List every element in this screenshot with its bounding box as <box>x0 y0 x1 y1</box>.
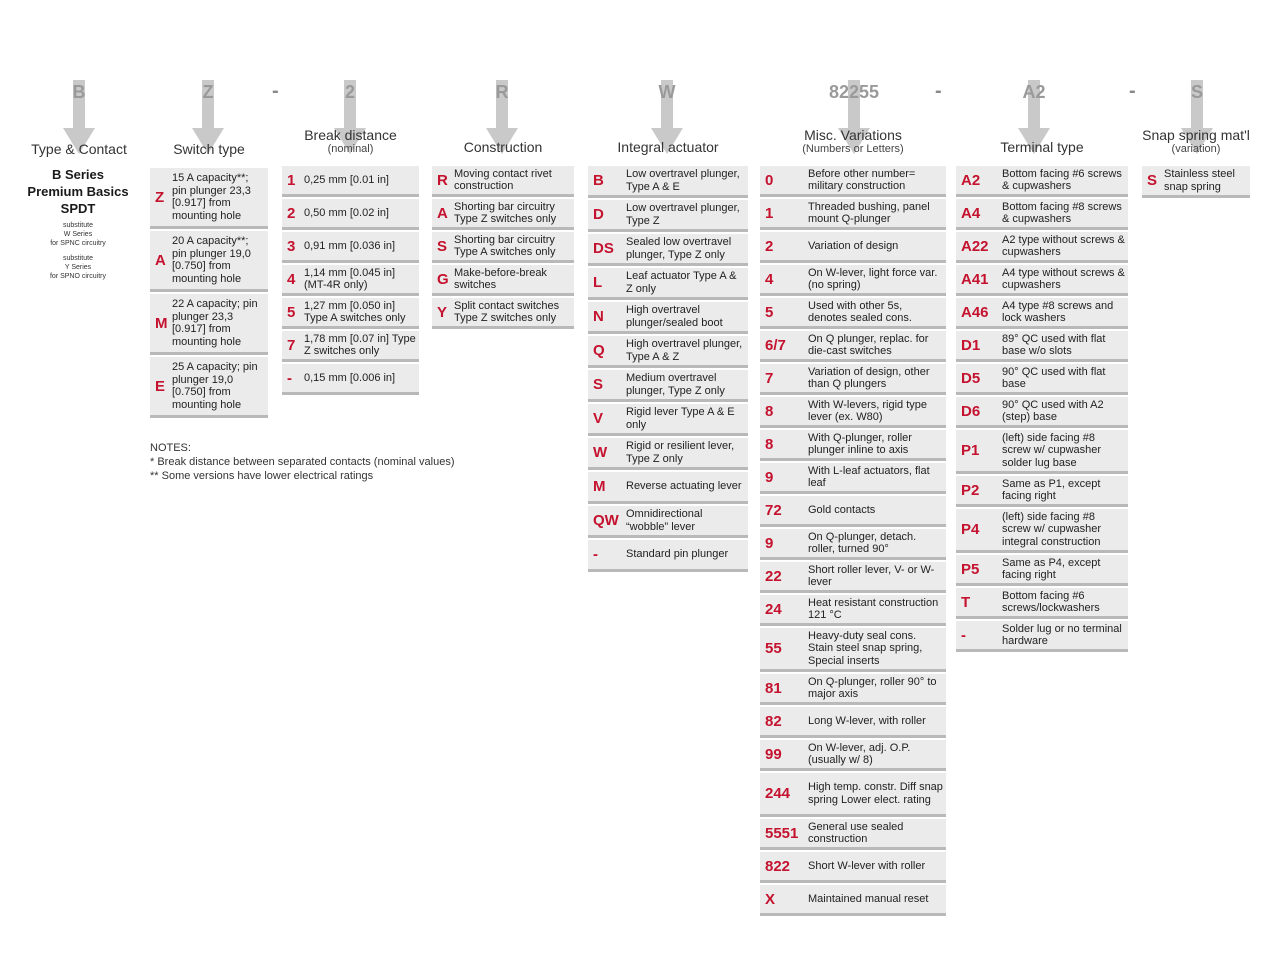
switch-type-option: A 20 A capacity**; pin plunger 19,0 [0.750] from mounting hole <box>150 231 268 292</box>
notes-block <box>150 441 455 483</box>
misc-variation-option: 7 Variation of design, other than Q plungers <box>760 364 946 395</box>
switch-type-option: Z 15 A capacity**; pin plunger 23,3 [0.917] from mounting hole <box>150 168 268 229</box>
break-distance-option: 4 1,14 mm [0.045 in] (MT-4R only) <box>282 265 419 296</box>
misc-variation-option: 72 Gold contacts <box>760 496 946 527</box>
misc-variation-option: 1 Threaded bushing, panel mount Q-plunger <box>760 199 946 230</box>
construction-option: A Shorting bar circuitry Type Z switches only <box>432 199 574 230</box>
series-name: B Series <box>51 167 105 182</box>
misc-variation-option: 99 On W-lever, adj. O.P. (usually w/ 8) <box>760 740 946 771</box>
actuator-option: B Low overtravel plunger, Type A & E <box>588 166 748 198</box>
switch-type-list <box>150 168 268 420</box>
construction-option: S Shorting bar circuitry Type A switches only <box>432 232 574 263</box>
break-distance-option: 3 0,91 mm [0.036 in] <box>282 232 419 263</box>
actuator-option: D Low overtravel plunger, Type Z <box>588 200 748 232</box>
code-segment-actuator: W <box>658 82 676 102</box>
note-line: ** Some versions have lower electrical ratings <box>150 470 374 482</box>
contact-form: SPDT <box>60 201 96 216</box>
actuator-option: W Rigid or resilient lever, Type Z only <box>588 438 748 470</box>
substitute-note: substitute <box>63 222 93 229</box>
terminal-option: P4 (left) side facing #8 screw w/ cupwasher integral construction <box>956 509 1128 553</box>
break-distance-option: 1 0,25 mm [0.01 in] <box>282 166 419 197</box>
terminal-option: P1 (left) side facing #8 screw w/ cupwasher solder lug base <box>956 430 1128 474</box>
substitute-note: for SPNO circuitry <box>49 273 106 280</box>
misc-variation-option: 2 Variation of design <box>760 232 946 263</box>
terminal-option: P2 Same as P1, except facing right <box>956 476 1128 507</box>
header-misc-variations: Misc. Variations (Numbers or Letters) <box>802 127 904 155</box>
misc-variation-option: 5 Used with other 5s, denotes sealed cons. <box>760 298 946 329</box>
note-line: * Break distance between separated contacts (nominal values) <box>150 456 455 468</box>
misc-variation-option: 82 Long W-lever, with roller <box>760 707 946 738</box>
snap-spring-option: S Stainless steel snap spring <box>1142 166 1250 198</box>
terminal-option: A2 Bottom facing #6 screws & cupwashers <box>956 166 1128 197</box>
code-segment-spring: S <box>1190 82 1203 102</box>
misc-variation-option: 22 Short roller lever, V- or W-lever <box>760 562 946 593</box>
break-distance-option: 5 1,27 mm [0.050 in] Type A switches only <box>282 298 419 329</box>
terminal-option: - Solder lug or no terminal hardware <box>956 621 1128 652</box>
break-distance-option: - 0,15 mm [0.006 in] <box>282 364 419 395</box>
actuator-option: - Standard pin plunger <box>588 540 748 572</box>
misc-variation-option: 9 With L-leaf actuators, flat leaf <box>760 463 946 494</box>
snap-spring-list <box>1142 166 1250 200</box>
substitute-note: for SPNC circuitry <box>50 240 106 247</box>
actuator-option: L Leaf actuator Type A & Z only <box>588 268 748 300</box>
actuator-option: N High overtravel plunger/sealed boot <box>588 302 748 334</box>
code-segment-type: B <box>72 82 86 102</box>
construction-list <box>432 166 574 331</box>
terminal-type-list <box>956 166 1128 654</box>
terminal-option: P5 Same as P4, except facing right <box>956 555 1128 586</box>
misc-variation-option: 81 On Q-plunger, roller 90° to major axis <box>760 674 946 705</box>
misc-variation-option: 8 With W-levers, rigid type lever (ex. W80) <box>760 397 946 428</box>
construction-option: G Make-before-break switches <box>432 265 574 296</box>
break-distance-list <box>282 166 419 397</box>
misc-variation-option: X Maintained manual reset <box>760 885 946 916</box>
header-terminal-type: Terminal type <box>1000 139 1084 155</box>
misc-variation-option: 822 Short W-lever with roller <box>760 852 946 883</box>
construction-option: R Moving contact rivet construction <box>432 166 574 197</box>
header-construction: Construction <box>463 139 543 155</box>
misc-variation-option: 244 High temp. constr. Diff snap spring Lower elect. rating <box>760 773 946 817</box>
misc-variation-option: 6/7 On Q plunger, replac. for die-cast switches <box>760 331 946 362</box>
misc-variation-option: 0 Before other number= military construction <box>760 166 946 197</box>
terminal-option: D1 89° QC used with flat base w/o slots <box>956 331 1128 362</box>
code-dash: - <box>935 80 942 102</box>
terminal-option: T Bottom facing #6 screws/lockwashers <box>956 588 1128 619</box>
series-subtitle: Premium Basics <box>27 184 129 199</box>
terminal-option: D5 90° QC used with flat base <box>956 364 1128 395</box>
misc-variation-option: 8 With Q-plunger, roller plunger inline to axis <box>760 430 946 461</box>
code-segment-construction: R <box>495 82 509 102</box>
code-segment-misc: 82255 <box>828 82 880 102</box>
substitute-note: Y Series <box>64 264 92 271</box>
terminal-option: D6 90° QC used with A2 (step) base <box>956 397 1128 428</box>
actuator-option: Q High overtravel plunger, Type A & Z <box>588 336 748 368</box>
type-contact-block <box>22 166 134 281</box>
break-distance-option: 2 0,50 mm [0.02 in] <box>282 199 419 230</box>
break-distance-option: 7 1,78 mm [0.07 in] Type Z switches only <box>282 331 419 362</box>
switch-type-option: E 25 A capacity; pin plunger 19,0 [0.750] from mounting hole <box>150 357 268 418</box>
misc-variation-option: 9 On Q-plunger, detach. roller, turned 90° <box>760 529 946 560</box>
header-switch-type: Switch type <box>173 141 245 157</box>
misc-variation-option: 5551 General use sealed construction <box>760 819 946 850</box>
header-type-contact: Type & Contact <box>31 141 127 157</box>
switch-type-option: M 22 A capacity; pin plunger 23,3 [0.917] from mounting hole <box>150 294 268 355</box>
substitute-note: W Series <box>63 231 93 238</box>
code-dash: - <box>1129 80 1136 102</box>
code-segment-terminal: A2 <box>1022 82 1046 102</box>
misc-variation-option: 24 Heat resistant construction 121 °C <box>760 595 946 626</box>
integral-actuator-list <box>588 166 748 574</box>
terminal-option: A22 A2 type without screws & cupwashers <box>956 232 1128 263</box>
construction-option: Y Split contact switches Type Z switches only <box>432 298 574 329</box>
actuator-option: V Rigid lever Type A & E only <box>588 404 748 436</box>
terminal-option: A41 A4 type without screws & cupwashers <box>956 265 1128 296</box>
actuator-option: M Reverse actuating lever <box>588 472 748 504</box>
actuator-option: QW Omnidirectional “wobble” lever <box>588 506 748 538</box>
substitute-note: substitute <box>63 255 93 262</box>
code-segment-switch: Z <box>202 82 214 102</box>
header-snap-spring: Snap spring mat'l (variation) <box>1142 127 1250 155</box>
code-segment-break: 2 <box>344 82 355 102</box>
code-dash: - <box>272 80 279 102</box>
actuator-option: DS Sealed low overtravel plunger, Type Z only <box>588 234 748 266</box>
header-break-distance: Break distance (nominal) <box>304 127 397 155</box>
terminal-option: A4 Bottom facing #8 screws & cupwashers <box>956 199 1128 230</box>
terminal-option: A46 A4 type #8 screws and lock washers <box>956 298 1128 329</box>
misc-variations-list <box>760 166 946 918</box>
misc-variation-option: 4 On W-lever, light force var. (no spring) <box>760 265 946 296</box>
misc-variation-option: 55 Heavy-duty seal cons. Stain steel snap spring, Special inserts <box>760 628 946 672</box>
header-integral-actuator: Integral actuator <box>617 139 719 155</box>
notes-title: NOTES: <box>150 442 191 454</box>
actuator-option: S Medium overtravel plunger, Type Z only <box>588 370 748 402</box>
